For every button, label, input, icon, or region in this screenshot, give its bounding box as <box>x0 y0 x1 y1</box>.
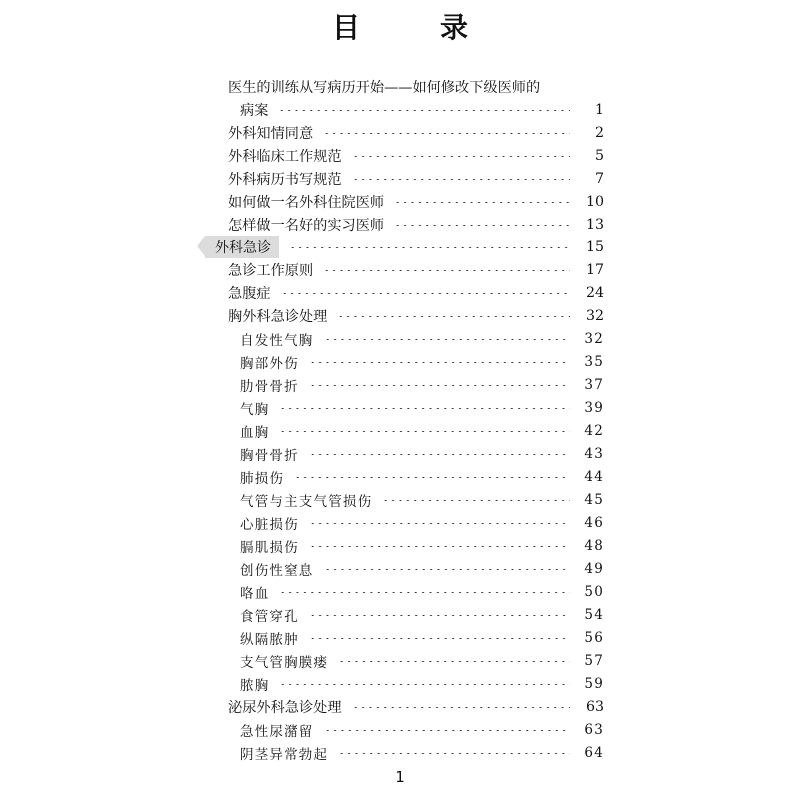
toc-entry-label: 怎样做一名好的实习医师 <box>228 218 385 235</box>
toc-entry-page: 2 <box>594 125 604 142</box>
toc-entry-page: 7 <box>594 171 604 188</box>
toc-leader-dots <box>352 179 570 180</box>
toc-entry-page: 10 <box>585 194 604 211</box>
toc-entry-label: 咯血 <box>240 586 270 603</box>
toc-leader-dots <box>337 316 570 317</box>
toc-entry-page: 1 <box>594 102 604 119</box>
toc-entry-page: 42 <box>584 423 604 440</box>
toc-entry[interactable] <box>228 259 604 282</box>
toc-leader-dots <box>382 500 570 501</box>
toc-subentry[interactable] <box>240 535 604 558</box>
toc-leader-dots <box>338 661 570 662</box>
toc-entry-page: 63 <box>585 699 604 716</box>
toc-entry-page: 39 <box>584 400 604 417</box>
toc-subentry[interactable] <box>240 673 604 696</box>
toc-leader-dots <box>309 546 570 547</box>
toc-entry[interactable] <box>228 168 604 191</box>
toc-entry-label: 医生的训练从写病历开始——如何修改下级医师的 <box>228 80 541 97</box>
toc-entry-label: 阴茎异常勃起 <box>240 747 329 764</box>
toc-entry-page: 56 <box>584 630 604 647</box>
toc-leader-dots <box>289 247 570 248</box>
toc-entry-page: 50 <box>584 584 604 601</box>
toc-entry[interactable] <box>228 696 604 719</box>
toc-entry-page: 57 <box>584 653 604 670</box>
toc-subentry[interactable] <box>240 558 604 581</box>
toc-entry-label: 如何做一名外科住院医师 <box>228 195 385 212</box>
toc-section[interactable] <box>205 236 604 259</box>
toc-entry-page: 13 <box>585 217 604 234</box>
toc-entry-label: 心脏损伤 <box>240 517 299 534</box>
toc-leader-dots <box>279 592 570 593</box>
toc-entry-label: 外科临床工作规范 <box>228 149 342 166</box>
toc-subentry[interactable] <box>240 512 604 535</box>
toc-entry[interactable] <box>240 99 604 122</box>
toc-leader-dots <box>323 133 570 134</box>
toc-entry-label: 病案 <box>240 103 269 120</box>
toc-entry-page: 5 <box>594 148 604 165</box>
toc-entry-page: 45 <box>584 492 604 509</box>
toc-entry[interactable] <box>228 305 604 328</box>
toc-entry-label: 膈肌损伤 <box>240 540 299 557</box>
toc-entry-page: 46 <box>584 515 604 532</box>
toc-leader-dots <box>309 523 570 524</box>
toc-leader-dots <box>324 569 571 570</box>
toc-leader-dots <box>338 753 570 754</box>
toc-entry-page: 32 <box>585 308 604 325</box>
toc-entry-label: 纵隔脓肿 <box>240 632 299 649</box>
toc-entry-page: 32 <box>584 331 604 348</box>
toc-entry-label: 肺损伤 <box>240 471 285 488</box>
toc-entry-label: 急诊工作原则 <box>228 263 314 280</box>
toc-entry-label: 支气管胸膜瘘 <box>240 655 329 672</box>
toc-entry[interactable] <box>228 145 604 168</box>
toc-leader-dots <box>281 293 570 294</box>
toc-subentry[interactable] <box>240 374 604 397</box>
toc-entry-label: 急腹症 <box>228 286 271 303</box>
toc-entry[interactable] <box>228 191 604 214</box>
toc-entry-label: 泌尿外科急诊处理 <box>228 700 342 717</box>
toc-entry-page: 24 <box>585 285 604 302</box>
toc-entry-page: 63 <box>584 722 604 739</box>
toc-subentry[interactable] <box>240 489 604 512</box>
toc-subentry[interactable] <box>240 443 604 466</box>
toc-subentry[interactable] <box>240 650 604 673</box>
toc-leader-dots <box>309 362 570 363</box>
toc-entry-page: 43 <box>584 446 604 463</box>
toc-entry-page: 54 <box>584 607 604 624</box>
toc-leader-dots <box>394 202 570 203</box>
toc-entry-page: 48 <box>584 538 604 555</box>
toc-subentry[interactable] <box>240 328 604 351</box>
toc-entry-label: 肋骨骨折 <box>240 379 299 396</box>
toc-entry-label: 脓胸 <box>240 678 270 695</box>
toc-subentry[interactable] <box>240 351 604 374</box>
toc-leader-dots <box>324 339 571 340</box>
toc-subentry[interactable] <box>240 604 604 627</box>
toc-section-label: 外科急诊 <box>205 236 279 258</box>
toc-subentry[interactable] <box>240 627 604 650</box>
toc-entry[interactable] <box>228 76 540 99</box>
toc-leader-dots <box>309 385 570 386</box>
toc-leader-dots <box>309 615 570 616</box>
toc-entry-page: 59 <box>584 676 604 693</box>
toc-subentry[interactable] <box>240 581 604 604</box>
toc-leader-dots <box>309 454 570 455</box>
toc-subentry[interactable] <box>240 466 604 489</box>
toc-entry-label: 急性尿潴留 <box>240 724 314 741</box>
toc-leader-dots <box>352 156 570 157</box>
toc-subentry[interactable] <box>240 719 604 742</box>
toc-entry-label: 气管与主支气管损伤 <box>240 494 373 511</box>
toc-leader-dots <box>279 431 570 432</box>
toc-leader-dots <box>323 270 570 271</box>
toc-entry-label: 外科病历书写规范 <box>228 172 342 189</box>
toc-entry[interactable] <box>228 122 604 145</box>
toc-entry-label: 血胸 <box>240 425 270 442</box>
toc-entry-page: 17 <box>585 262 604 279</box>
toc-leader-dots <box>294 477 570 478</box>
toc-entry-label: 自发性气胸 <box>240 333 314 350</box>
toc-subentry[interactable] <box>240 742 604 765</box>
toc-leader-dots <box>279 684 570 685</box>
toc-leader-dots <box>309 638 570 639</box>
toc-entry-page: 49 <box>584 561 604 578</box>
toc-entry-page: 15 <box>585 239 604 256</box>
toc-entry-label: 外科知情同意 <box>228 126 314 143</box>
toc-leader-dots <box>278 110 570 111</box>
toc-entry-label: 气胸 <box>240 402 270 419</box>
toc-entry-page: 35 <box>584 354 604 371</box>
toc-entry-page: 37 <box>584 377 604 394</box>
toc-subentry[interactable] <box>240 397 604 420</box>
toc-entry[interactable] <box>228 214 604 237</box>
toc-entry-label: 食管穿孔 <box>240 609 299 626</box>
toc-leader-dots <box>394 225 570 226</box>
toc-leader-dots <box>279 408 570 409</box>
toc-leader-dots <box>352 707 570 708</box>
toc-entry[interactable] <box>228 282 604 305</box>
toc-entry-label: 胸外科急诊处理 <box>228 309 328 326</box>
toc-entry-page: 44 <box>584 469 604 486</box>
toc-subentry[interactable] <box>240 420 604 443</box>
toc-entry-label: 胸部外伤 <box>240 356 299 373</box>
toc-leader-dots <box>324 730 571 731</box>
page-title: 目 录 <box>331 11 494 44</box>
page-number: 1 <box>395 768 405 786</box>
toc-entry-page: 64 <box>584 745 604 762</box>
toc-entry-label: 创伤性窒息 <box>240 563 314 580</box>
toc-entry-label: 胸骨骨折 <box>240 448 299 465</box>
